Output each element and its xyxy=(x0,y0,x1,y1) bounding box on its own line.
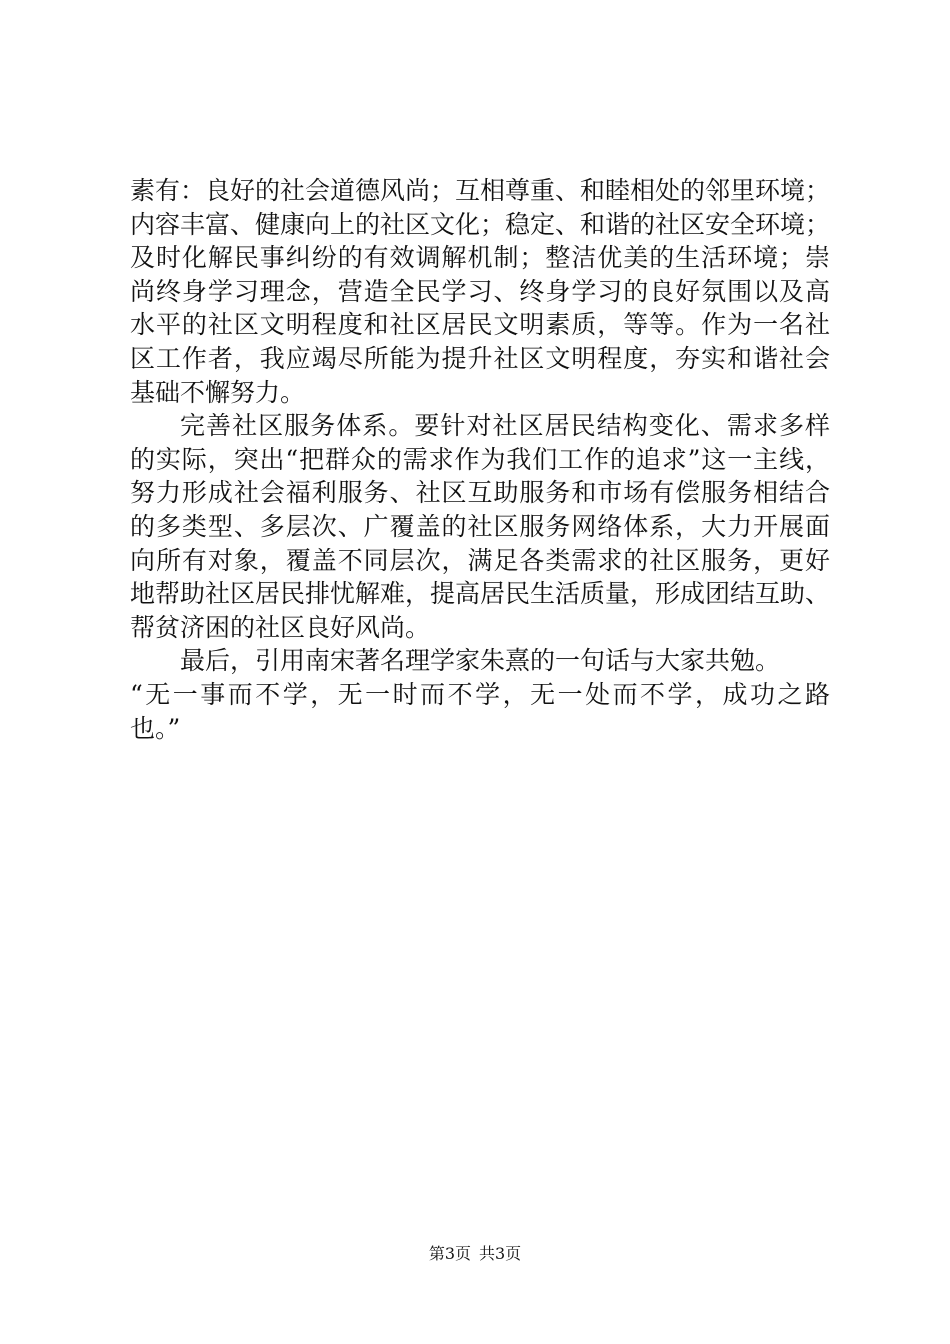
text-line: 内容丰富、健康向上的社区文化；稳定、和谐的社区安全环境； xyxy=(130,209,831,239)
text-line: 地帮助社区居民排忧解难，提高居民生活质量，形成团结互助、 xyxy=(130,579,831,609)
text-line: 区工作者，我应竭尽所能为提升社区文明程度，夯实和谐社会 xyxy=(130,343,830,373)
text-line: 的多类型、多层次、广覆盖的社区服务网络体系，大力开展面 xyxy=(130,511,830,541)
text-line: 的实际，突出“把群众的需求作为我们工作的追求”这一主线， xyxy=(130,444,830,474)
body-text xyxy=(130,174,830,745)
text-line: 素有：良好的社会道德风尚；互相尊重、和睦相处的邻里环境； xyxy=(130,176,831,205)
page-number: 第3页 xyxy=(428,1244,471,1263)
text-line: 及时化解民事纠纷的有效调解机制；整洁优美的生活环境；崇 xyxy=(130,243,830,273)
paragraph-start-line: 完善社区服务体系。要针对社区居民结构变化、需求多样 xyxy=(180,411,830,441)
page-total: 共3页 xyxy=(479,1244,522,1263)
text-line: 尚终身学习理念，营造全民学习、终身学习的良好氛围以及高 xyxy=(130,276,830,306)
text-line: 帮贫济困的社区良好风尚。 xyxy=(130,612,431,642)
page-footer xyxy=(0,1244,950,1264)
text-line: 水平的社区文明程度和社区居民文明素质，等等。作为一名社 xyxy=(130,310,830,340)
text-line: 努力形成社会福利服务、社区互助服务和市场有偿服务相结合 xyxy=(130,478,830,508)
text-line: 基础不懈努力。 xyxy=(130,377,306,407)
text-line: 向所有对象，覆盖不同层次，满足各类需求的社区服务，更好 xyxy=(130,545,830,575)
text-line: “无一事而不学，无一时而不学，无一处而不学，成功之路 xyxy=(130,679,830,709)
text-line: 也。” xyxy=(130,713,181,743)
paragraph-start-line: 最后，引用南宋著名理学家朱熹的一句话与大家共勉。 xyxy=(180,646,781,676)
